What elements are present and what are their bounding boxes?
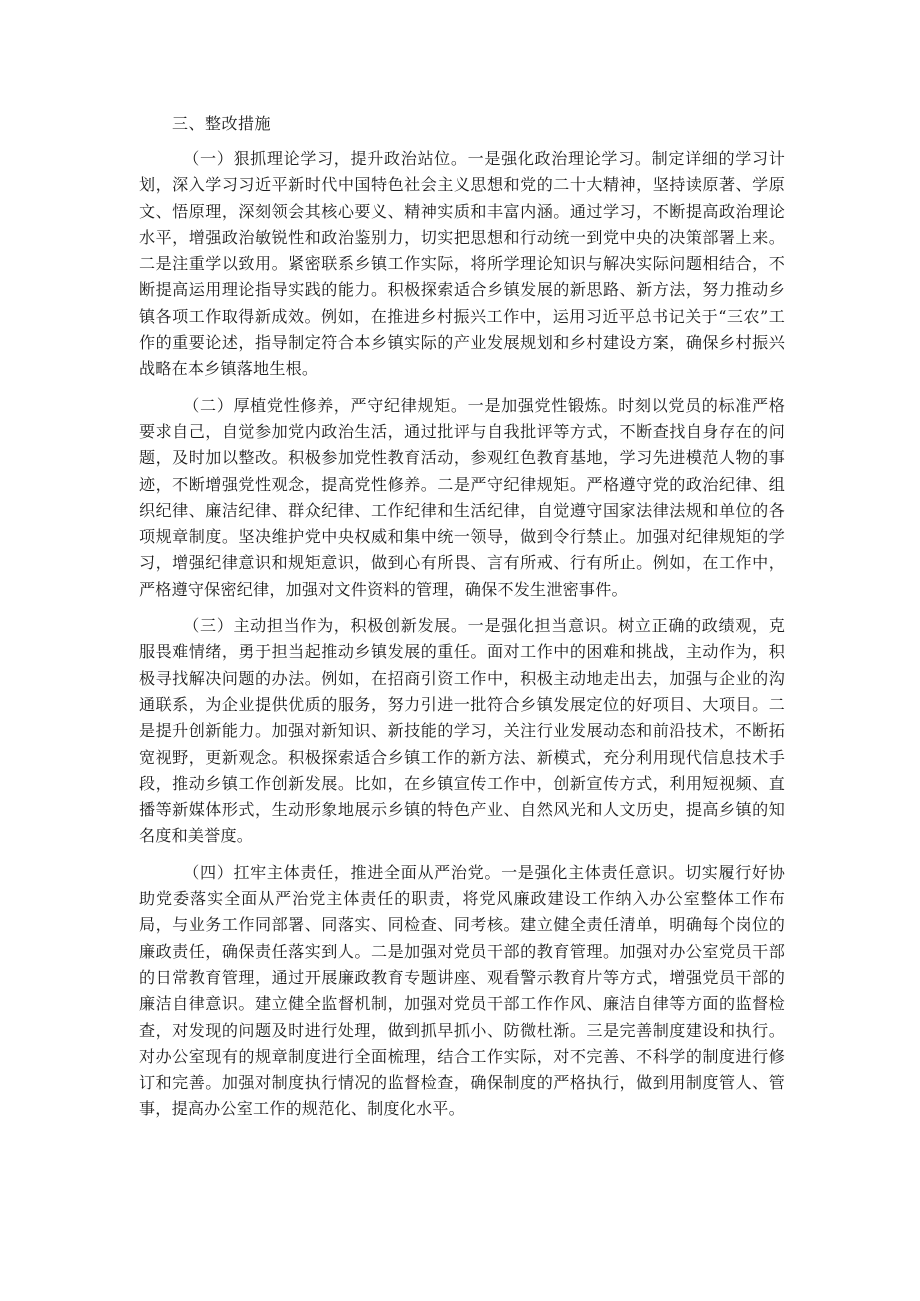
paragraph-3: （三）主动担当作为，积极创新发展。一是强化担当意识。树立正确的政绩观，克服畏难情绪，勇于担当起推动乡镇发展的重任。面对工作中的困难和挑战，主动作为，积极寻找解决问题的办法。例如，在招商引资工作中，积极主动地走出去，加强与企业的沟通联系，为企业提供优质的服务，努力引进一批符合乡镇发展定位的好项目、大项目。二是提升创新能力。加强对新知识、新技能的学习，关注行业发展动态和前沿技术，不断拓宽视野，更新观念。积极探索适合乡镇工作的新方法、新模式，充分利用现代信息技术手段，推动乡镇工作创新发展。比如，在乡镇宣传工作中，创新宣传方式，利用短视频、直播等新媒体形式，生动形象地展示乡镇的特色产业、自然风光和人文历史，提高乡镇的知名度和美誉度。 — [139, 616, 785, 846]
section-heading: 三、整改措施 — [172, 114, 272, 133]
paragraph-1: （一）狠抓理论学习，提升政治站位。一是强化政治理论学习。制定详细的学习计划，深入学习习近平新时代中国特色社会主义思想和党的二十大精神，坚持读原著、学原文、悟原理，深刻领会其核心要义、精神实质和丰富内涵。通过学习，不断提高政治理论水平，增强政治敏锐性和政治鉴别力，切实把思想和行动统一到党中央的决策部署上来。二是注重学以致用。紧密联系乡镇工作实际，将所学理论知识与解决实际问题相结合，不断提高运用理论指导实践的能力。积极探索适合乡镇发展的新思路、新方法，努力推动乡镇各项工作取得新成效。例如，在推进乡村振兴工作中，运用习近平总书记关于“三农”工作的重要论述，指导制定符合本乡镇实际的产业发展规划和乡村建设方案，确保乡村振兴战略在本乡镇落地生根。 — [139, 149, 785, 379]
document-page — [139, 110, 785, 1133]
paragraph-4: （四）扛牢主体责任，推进全面从严治党。一是强化主体责任意识。切实履行好协助党委落实全面从严治党主体责任的职责，将党风廉政建设工作纳入办公室整体工作布局，与业务工作同部署、同落实、同检查、同考核。建立健全责任清单，明确每个岗位的廉政责任，确保责任落实到人。二是加强对党员干部的教育管理。加强对办公室党员干部的日常教育管理，通过开展廉政教育专题讲座、观看警示教育片等方式，增强党员干部的廉洁自律意识。建立健全监督机制，加强对党员干部工作作风、廉洁自律等方面的监督检查，对发现的问题及时进行处理，做到抓早抓小、防微杜渐。三是完善制度建设和执行。对办公室现有的规章制度进行全面梳理，结合工作实际，对不完善、不科学的制度进行修订和完善。加强对制度执行情况的监督检查，确保制度的严格执行，做到用制度管人、管事，提高办公室工作的规范化、制度化水平。 — [139, 862, 785, 1119]
paragraph-2: （二）厚植党性修养，严守纪律规矩。一是加强党性锻炼。时刻以党员的标准严格要求自己，自觉参加党内政治生活，通过批评与自我批评等方式，不断查找自身存在的问题，及时加以整改。积极参加党性教育活动，参观红色教育基地，学习先进模范人物的事迹，不断增强党性观念，提高党性修养。二是严守纪律规矩。严格遵守党的政治纪律、组织纪律、廉洁纪律、群众纪律、工作纪律和生活纪律，自觉遵守国家法律法规和单位的各项规章制度。坚决维护党中央权威和集中统一领导，做到令行禁止。加强对纪律规矩的学习，增强纪律意识和规矩意识，做到心有所畏、言有所戒、行有所止。例如，在工作中，严格遵守保密纪律，加强对文件资料的管理，确保不发生泄密事件。 — [139, 395, 785, 599]
